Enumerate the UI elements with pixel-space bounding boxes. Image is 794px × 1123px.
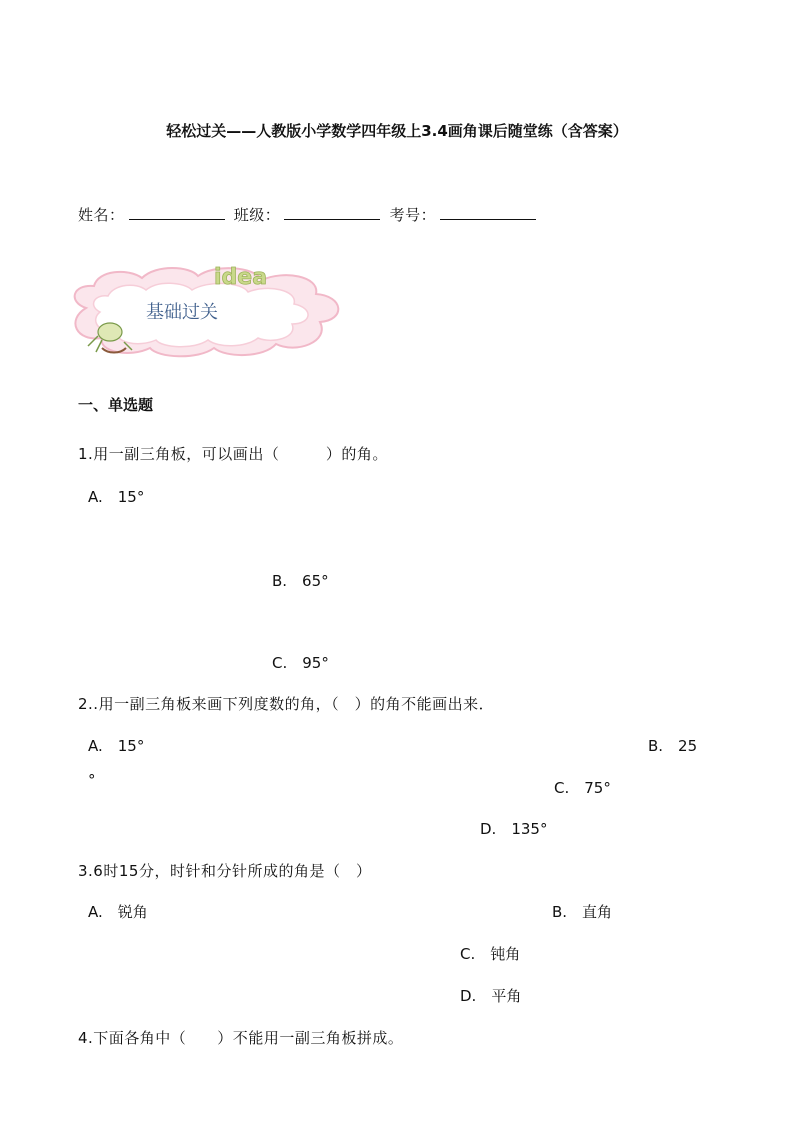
class-label: 班级： xyxy=(233,206,281,224)
class-blank[interactable] xyxy=(284,205,380,220)
question-3-text: 3.6时15分，时针和分针所成的角是（ ） xyxy=(78,862,372,880)
question-2-option-a[interactable]: A. 15° xyxy=(88,737,145,755)
name-blank[interactable] xyxy=(129,205,225,220)
question-4-text: 4.下面各角中（ ）不能用一副三角板拼成。 xyxy=(78,1029,404,1047)
question-2-option-c[interactable]: C. 75° xyxy=(554,779,611,797)
question-2-text: 2..用一副三角板来画下列度数的角，（ ）的角不能画出来． xyxy=(78,695,495,713)
question-3-option-c[interactable]: C. 钝角 xyxy=(460,945,521,963)
banner-label: 基础过关 xyxy=(146,302,218,323)
exam-label: 考号： xyxy=(389,206,437,224)
question-2-option-b-degree: ° xyxy=(88,771,96,789)
idea-logo-text: idea xyxy=(214,265,268,290)
question-1-option-b[interactable]: B. 65° xyxy=(272,572,329,590)
question-1-option-c[interactable]: C. 95° xyxy=(272,654,329,672)
exam-blank[interactable] xyxy=(440,205,536,220)
question-2-option-d[interactable]: D. 135° xyxy=(480,820,548,838)
page-title: 轻松过关——人教版小学数学四年级上3.4画角课后随堂练（含答案） xyxy=(166,122,628,140)
question-1-text: 1.用一副三角板，可以画出（ ）的角。 xyxy=(78,445,388,463)
question-3-option-d[interactable]: D. 平角 xyxy=(460,987,522,1005)
student-info-line xyxy=(78,204,540,225)
question-3-option-a[interactable]: A. 锐角 xyxy=(88,903,148,921)
name-label: 姓名： xyxy=(78,206,125,224)
question-2-option-b[interactable]: B. 25 xyxy=(648,737,698,755)
question-1-option-a[interactable]: A. 15° xyxy=(88,488,145,506)
section-title: 一、单选题 xyxy=(78,396,154,414)
question-3-option-b[interactable]: B. 直角 xyxy=(552,903,613,921)
